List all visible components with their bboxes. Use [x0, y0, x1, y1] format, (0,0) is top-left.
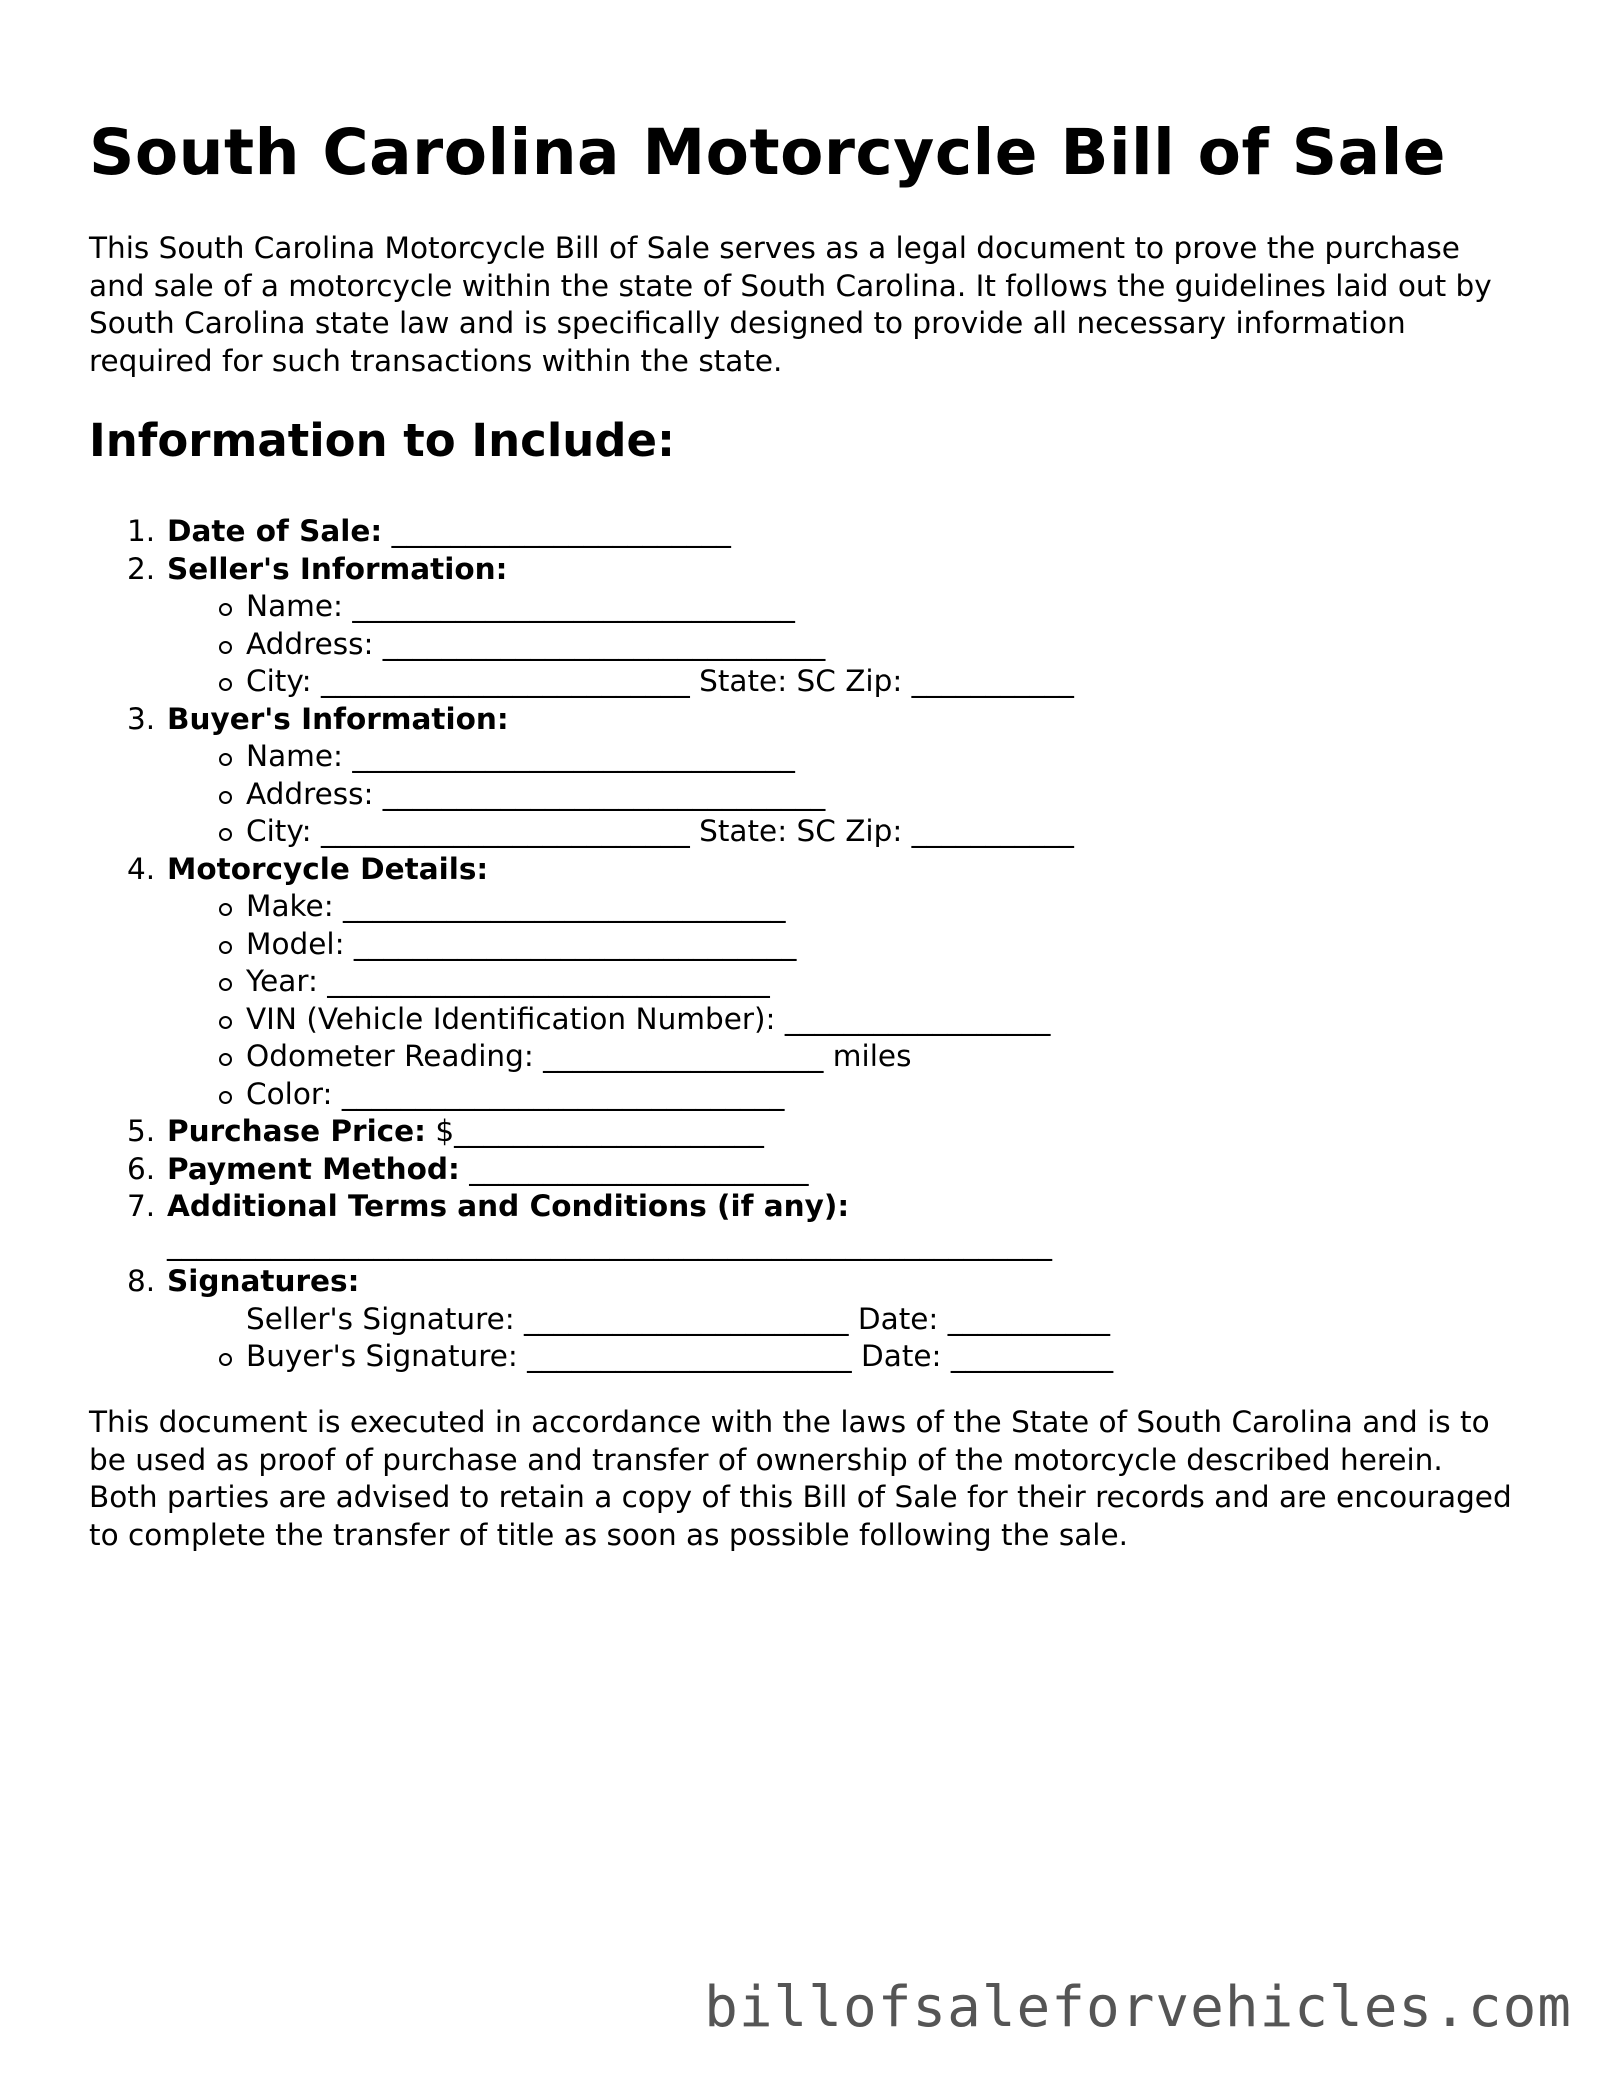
- bullet-icon: [219, 1053, 232, 1066]
- bullet-icon: [219, 1016, 232, 1029]
- list-item-purchase-price: [89, 1113, 1113, 1151]
- additional-terms-field[interactable]: ____________________________________________________________: [167, 1226, 1052, 1261]
- item-number: 2.: [127, 551, 156, 586]
- item-number: 4.: [127, 851, 156, 886]
- item-label: Date of Sale:: [167, 514, 383, 548]
- signatures-sublist: [167, 1301, 1113, 1376]
- payment-method-field[interactable]: _______________________: [459, 1151, 809, 1186]
- intro-paragraph: This South Carolina Motorcycle Bill of Sale serves as a legal document to prove the purchase and sale of a motorcycle within the state of South Carolina. It follows the guidelines laid out by South Carolina state law and is specifically designed to provide all necessary information required for such transactions within the state.: [89, 231, 1492, 378]
- seller-city-state-zip-field[interactable]: City: _________________________ State: SC Zip: ___________: [167, 663, 1113, 701]
- list-item-additional-terms: [89, 1188, 1113, 1263]
- bullet-icon: [219, 641, 232, 654]
- seller-address-field[interactable]: Address: ______________________________: [167, 626, 1113, 664]
- seller-signature-field[interactable]: Seller's Signature: ______________________ Date: ___________: [246, 1301, 1110, 1336]
- website-watermark: billofsaleforvehicles.com: [704, 1975, 1572, 2040]
- closing-paragraph: This document is executed in accordance with the laws of the State of South Carolina and is to be used as proof of purchase and transfer of ownership of the motorcycle described herein. Both parties are advised to retain a copy of this Bill of Sale for their records and are encouraged to complete the transfer of title as soon as possible following the sale.: [89, 1405, 1512, 1552]
- item-number: 5.: [127, 1114, 156, 1148]
- item-label: Buyer's Information:: [167, 701, 509, 736]
- list-item-signatures: [89, 1263, 1113, 1376]
- item-label: Signatures:: [167, 1264, 360, 1298]
- page-title: South Carolina Motorcycle Bill of Sale: [89, 116, 1447, 189]
- bullet-icon: [219, 603, 232, 616]
- item-label: Seller's Information:: [167, 551, 508, 586]
- buyer-signature-field[interactable]: Buyer's Signature: ______________________ Date: ___________: [167, 1338, 1113, 1376]
- section-heading: Information to Include:: [89, 414, 676, 467]
- bullet-icon: [219, 978, 232, 991]
- seller-info-sublist: [167, 588, 1113, 701]
- buyer-info-sublist: [167, 738, 1113, 851]
- info-list: [89, 513, 1113, 1376]
- seller-name-field[interactable]: Name: ______________________________: [167, 588, 1113, 626]
- bullet-icon: [219, 941, 232, 954]
- color-field[interactable]: Color: ______________________________: [167, 1076, 1113, 1114]
- bullet-icon: [219, 828, 232, 841]
- list-item-motorcycle-details: [89, 851, 1113, 1114]
- item-number: 6.: [127, 1151, 156, 1186]
- buyer-city-state-zip-field[interactable]: City: _________________________ State: SC Zip: ___________: [167, 813, 1113, 851]
- item-label: Purchase Price:: [167, 1114, 426, 1148]
- bullet-icon: [219, 791, 232, 804]
- year-field[interactable]: Year: ______________________________: [167, 963, 1113, 1001]
- bullet-icon: [219, 753, 232, 766]
- item-number: 3.: [127, 701, 156, 736]
- item-number: 8.: [127, 1264, 156, 1298]
- odometer-field[interactable]: Odometer Reading: ___________________ miles: [167, 1038, 1113, 1076]
- motorcycle-details-sublist: [167, 888, 1113, 1113]
- vin-field[interactable]: VIN (Vehicle Identification Number): __________________: [167, 1001, 1113, 1039]
- bullet-icon: [219, 903, 232, 916]
- buyer-name-field[interactable]: Name: ______________________________: [167, 738, 1113, 776]
- model-field[interactable]: Model: ______________________________: [167, 926, 1113, 964]
- item-number: 1.: [127, 514, 156, 548]
- purchase-price-field[interactable]: $_____________________: [425, 1114, 764, 1148]
- bullet-icon: [219, 678, 232, 691]
- bullet-icon: [219, 1091, 232, 1104]
- make-field[interactable]: Make: ______________________________: [167, 888, 1113, 926]
- list-item-date-of-sale: [89, 513, 1113, 551]
- item-label: Payment Method:: [167, 1151, 460, 1186]
- list-item-seller-info: [89, 551, 1113, 701]
- list-item-buyer-info: [89, 701, 1113, 851]
- item-label: Additional Terms and Conditions (if any):: [167, 1189, 850, 1223]
- bullet-icon: [219, 1353, 232, 1366]
- buyer-address-field[interactable]: Address: ______________________________: [167, 776, 1113, 814]
- list-item-payment-method: [89, 1151, 1113, 1189]
- item-label: Motorcycle Details:: [167, 851, 489, 886]
- item-number: 7.: [127, 1189, 156, 1223]
- date-of-sale-field[interactable]: _______________________: [382, 514, 731, 548]
